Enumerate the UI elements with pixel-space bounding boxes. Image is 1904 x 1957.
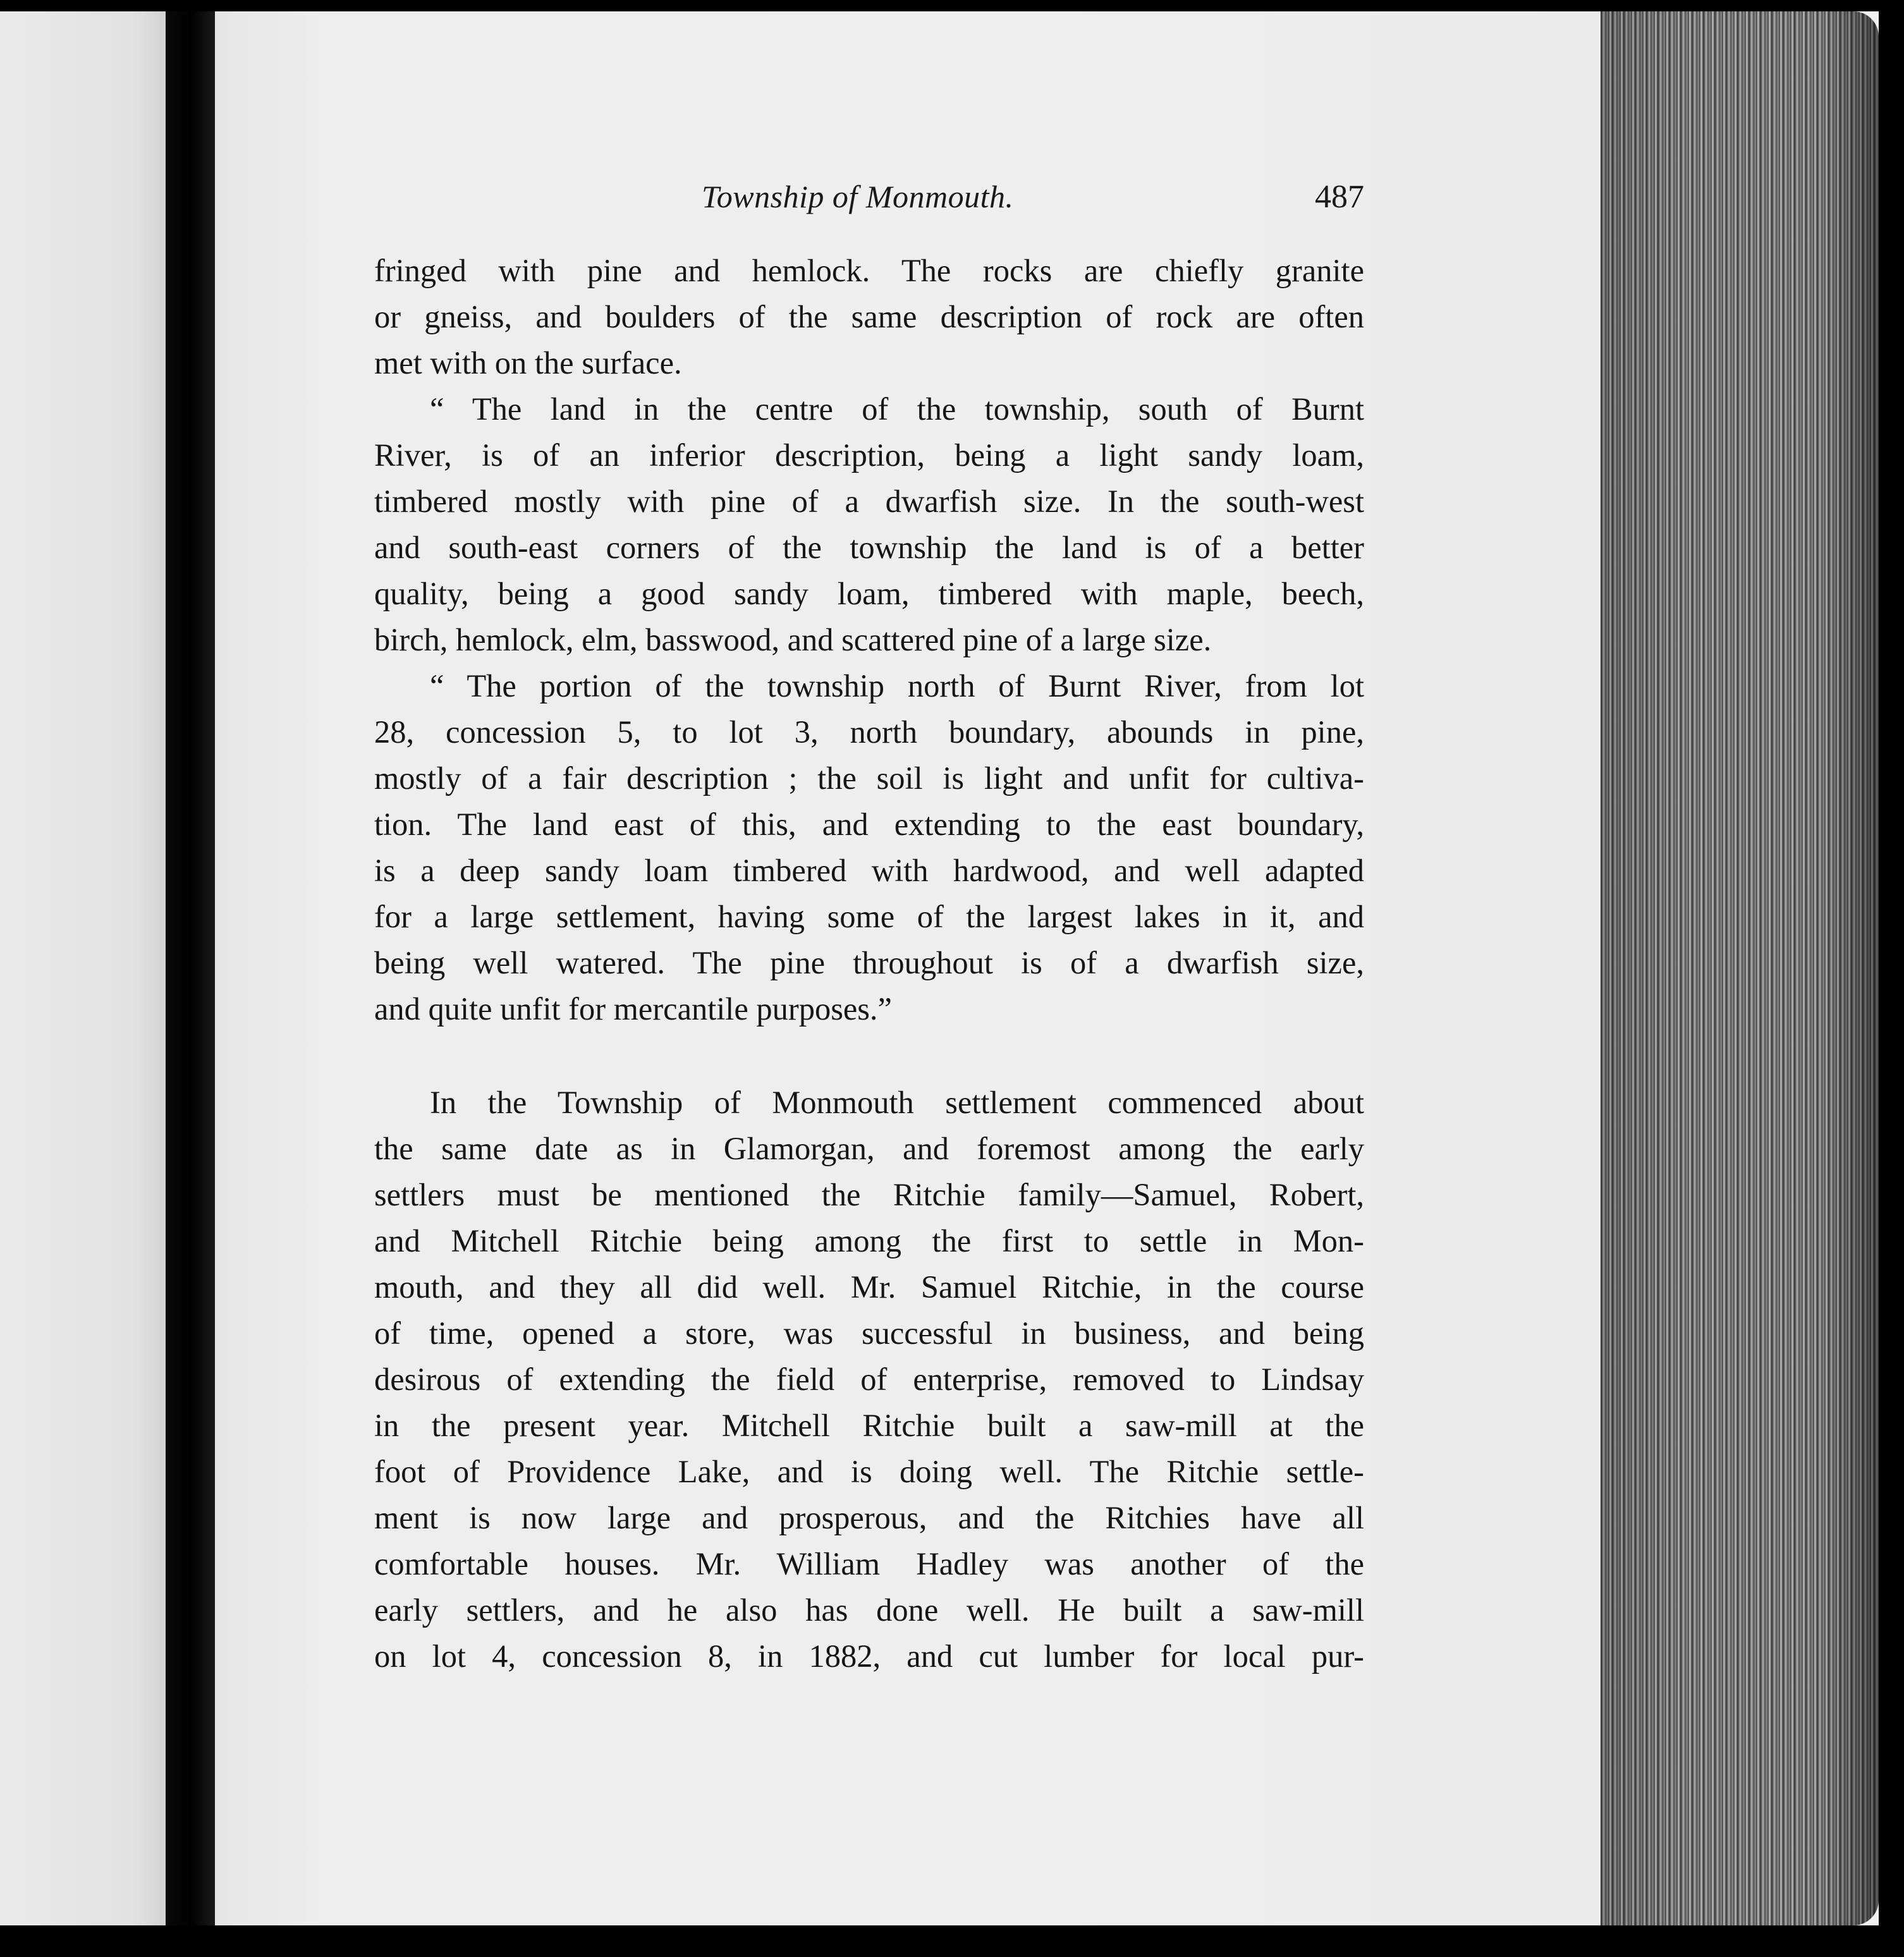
running-head-title: Township of Monmouth. <box>702 179 1014 214</box>
text-line: on lot 4, concession 8, in 1882, and cut lumber for local pur- <box>374 1638 1364 1674</box>
text-line: and quite unfit for mercantile purposes.” <box>374 991 892 1027</box>
text-line: fringed with pine and hemlock. The rocks are chiefly granite <box>374 253 1364 288</box>
text-line: quality, being a good sandy loam, timbered with maple, beech, <box>374 576 1364 611</box>
text-line: is a deep sandy loam timbered with hardwood, and well adapted <box>374 853 1364 888</box>
text-line: In the Township of Monmouth settlement commenced about <box>430 1085 1364 1120</box>
text-line: of time, opened a store, was successful in business, and being <box>374 1315 1364 1351</box>
text-line: foot of Providence Lake, and is doing well. The Ritchie settle- <box>374 1454 1364 1489</box>
text-line: comfortable houses. Mr. William Hadley was another of the <box>374 1546 1364 1582</box>
paragraph <box>374 1080 1364 1680</box>
text-line: early settlers, and he also has done well. He built a saw-mill <box>374 1592 1364 1628</box>
previous-page-edge <box>0 0 166 1957</box>
text-line: the same date as in Glamorgan, and foremost among the early <box>374 1131 1364 1166</box>
text-line: 28, concession 5, to lot 3, north boundary, abounds in pine, <box>374 714 1364 750</box>
text-line: tion. The land east of this, and extending to the east boundary, <box>374 807 1364 842</box>
text-line: timbered mostly with pine of a dwarfish size. In the south-west <box>374 484 1364 519</box>
page-number: 487 <box>1315 179 1364 215</box>
text-line: “ The land in the centre of the township, south of Burnt <box>430 391 1364 427</box>
paragraph <box>374 386 1364 663</box>
book-gutter <box>166 0 215 1957</box>
text-line: being well watered. The pine throughout is of a dwarfish size, <box>374 945 1364 980</box>
text-line: ment is now large and prosperous, and the Ritchies have all <box>374 1500 1364 1535</box>
text-line: for a large settlement, having some of the largest lakes in it, and <box>374 899 1364 934</box>
paragraph <box>374 663 1364 1032</box>
text-line: and south-east corners of the township the land is of a better <box>374 530 1364 565</box>
text-line: desirous of extending the field of enterprise, removed to Lindsay <box>374 1362 1364 1397</box>
text-line: mostly of a fair description ; the soil is light and unfit for cultiva- <box>374 760 1364 796</box>
text-line: or gneiss, and boulders of the same description of rock are often <box>374 299 1364 334</box>
bottom-scan-border <box>0 1925 1904 1957</box>
paragraph <box>374 248 1364 386</box>
text-line: “ The portion of the township north of Burnt River, from lot <box>430 668 1364 704</box>
page-stack-shading <box>1601 11 1879 1925</box>
text-line: settlers must be mentioned the Ritchie family—Samuel, Robert, <box>374 1177 1364 1212</box>
right-scan-border <box>1879 0 1904 1957</box>
text-line: River, is of an inferior description, being a light sandy loam, <box>374 437 1364 473</box>
top-scan-border <box>0 0 1904 11</box>
quoted-description <box>374 248 1364 1032</box>
text-line: and Mitchell Ritchie being among the first to settle in Mon- <box>374 1223 1364 1259</box>
settlement-history <box>374 1080 1364 1680</box>
text-line: met with on the surface. <box>374 345 682 381</box>
text-line: in the present year. Mitchell Ritchie built a saw-mill at the <box>374 1408 1364 1443</box>
text-line: birch, hemlock, elm, basswood, and scattered pine of a large size. <box>374 622 1212 657</box>
text-line: mouth, and they all did well. Mr. Samuel Ritchie, in the course <box>374 1269 1364 1305</box>
